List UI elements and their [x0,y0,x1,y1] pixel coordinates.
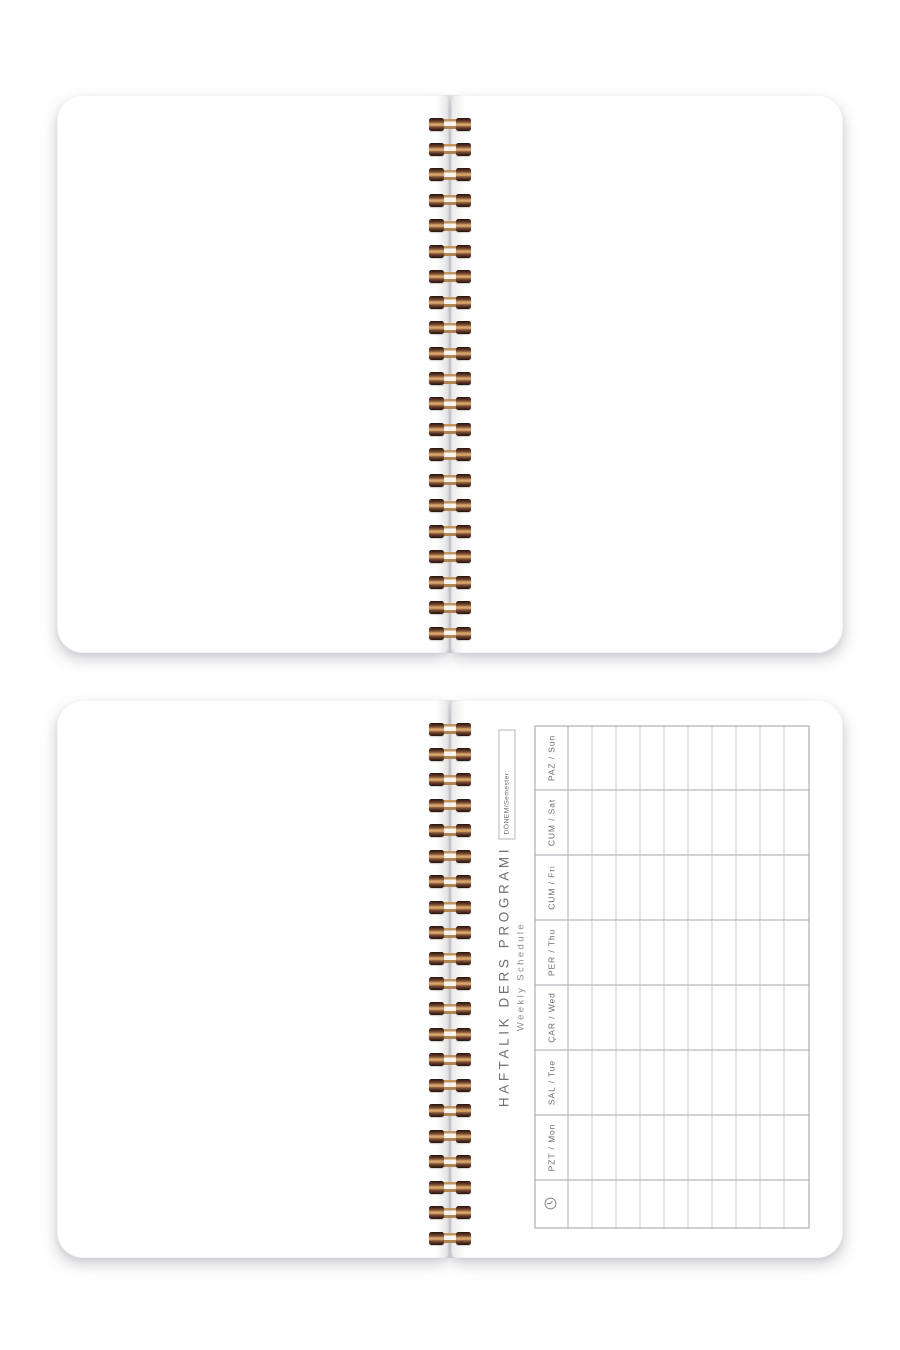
schedule-cell [665,790,689,855]
schedule-cell [641,1050,665,1115]
day-header-tue: SAL / Tue [536,1050,569,1115]
schedule-cell [665,920,689,985]
weekly-table [535,726,810,1229]
schedule-cell [785,790,809,855]
schedule-cell [617,855,641,920]
schedule-cell [737,1115,761,1180]
schedule-cell [617,1115,641,1180]
schedule-cell [593,920,617,985]
day-header-mon: PZT / Mon [536,1115,569,1180]
schedule-cell [761,1115,785,1180]
weekly-schedule-content [495,721,810,1233]
day-header-wed: ÇAR / Wed [536,985,569,1050]
schedule-cell [569,985,593,1050]
schedule-cell [689,1050,713,1115]
schedule-cell [641,727,665,790]
schedule-cell [761,790,785,855]
schedule-cell [737,1050,761,1115]
schedule-cell [737,920,761,985]
schedule-cell [593,790,617,855]
schedule-cell [665,985,689,1050]
schedule-cell [713,1050,737,1115]
schedule-cell [785,1115,809,1180]
schedule-cell [593,1115,617,1180]
schedule-cell [689,985,713,1050]
schedule-cell [617,790,641,855]
schedule-cell [689,1180,713,1228]
schedule-cell [617,985,641,1050]
schedule-cell [569,1050,593,1115]
schedule-cell [761,1050,785,1115]
schedule-cell [737,855,761,920]
schedule-cell [641,790,665,855]
schedule-spread-left-page [57,700,449,1258]
schedule-cell [737,1180,761,1228]
schedule-cell [569,855,593,920]
schedule-cell [785,855,809,920]
schedule-title: HAFTALIK DERS PROGRAMI [496,845,512,1108]
schedule-cell [569,920,593,985]
schedule-cell [593,727,617,790]
schedule-cell [665,1115,689,1180]
schedule-cell [785,727,809,790]
schedule-cell [785,1050,809,1115]
schedule-cell [593,1050,617,1115]
schedule-cell [761,855,785,920]
schedule-cell [737,985,761,1050]
schedule-cell [641,855,665,920]
schedule-subtitle: Weekly Schedule [515,921,527,1032]
schedule-cell [689,1115,713,1180]
schedule-cell [617,727,641,790]
schedule-cell [713,855,737,920]
schedule-cell [641,920,665,985]
schedule-spread-right-page [451,700,843,1258]
schedule-cell [569,727,593,790]
schedule-cell [761,920,785,985]
semester-box [499,730,516,840]
schedule-cell [665,855,689,920]
schedule-cell [617,920,641,985]
clock-icon [544,1197,560,1211]
schedule-cell [665,727,689,790]
schedule-cell [713,790,737,855]
day-header-thu: PER / Thu [536,920,569,985]
schedule-cell [569,1180,593,1228]
schedule-cell [617,1050,641,1115]
schedule-cell [641,985,665,1050]
schedule-cell [689,855,713,920]
day-header-fri: CUM / Fri [536,855,569,920]
semester-label: DÖNEM/Semester: [503,770,511,835]
schedule-cell [593,855,617,920]
schedule-cell [713,1115,737,1180]
schedule-cell [641,1115,665,1180]
schedule-cell [569,1115,593,1180]
schedule-cell [761,727,785,790]
notebook-spread-blank [57,95,843,653]
schedule-cell [713,985,737,1050]
day-header-sun: PAZ / Sun [536,727,569,790]
schedule-cell [737,790,761,855]
table-corner-cell [536,1180,569,1228]
blank-left-page [57,95,449,653]
schedule-cell [785,920,809,985]
schedule-cell [689,790,713,855]
schedule-cell [593,1180,617,1228]
blank-right-page [451,95,843,653]
schedule-cell [761,985,785,1050]
schedule-cell [641,1180,665,1228]
schedule-cell [785,985,809,1050]
schedule-cell [665,1180,689,1228]
notebook-spread-schedule [57,700,843,1258]
schedule-cell [737,727,761,790]
schedule-cell [713,1180,737,1228]
schedule-cell [689,727,713,790]
schedule-cell [593,985,617,1050]
schedule-cell [785,1180,809,1228]
schedule-cell [617,1180,641,1228]
day-header-sat: CUM / Sat [536,790,569,855]
schedule-cell [761,1180,785,1228]
schedule-cell [713,920,737,985]
schedule-cell [569,790,593,855]
schedule-cell [689,920,713,985]
schedule-cell [713,727,737,790]
schedule-cell [665,1050,689,1115]
